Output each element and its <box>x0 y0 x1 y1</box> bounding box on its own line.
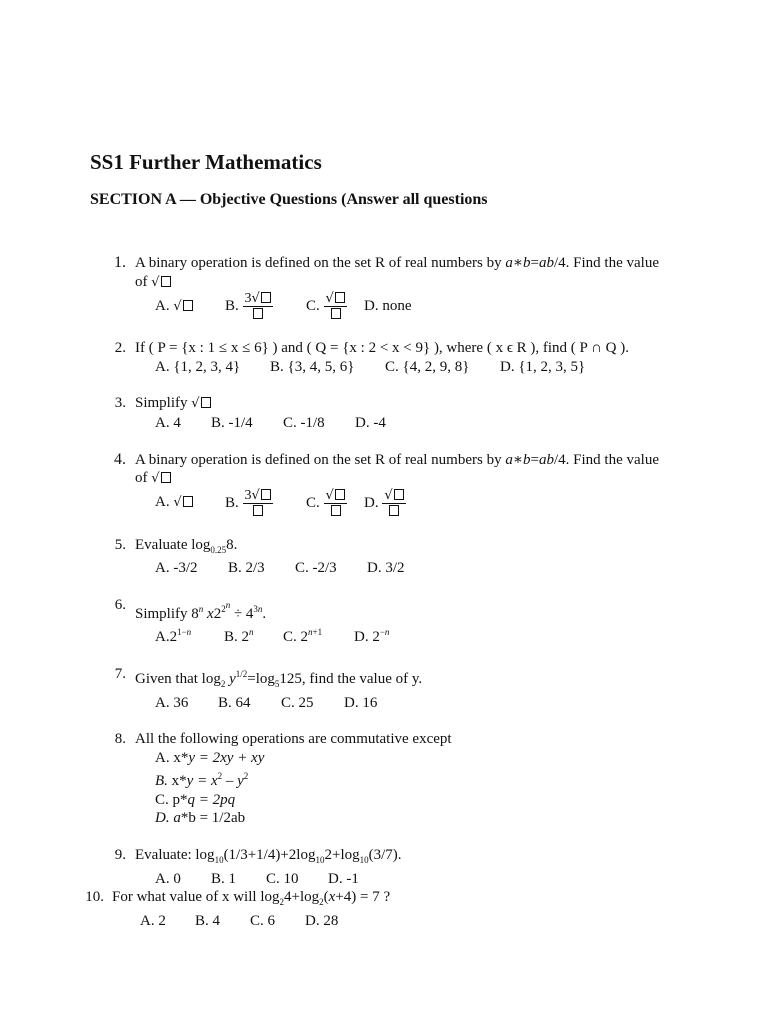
question-number: 5. <box>114 536 126 553</box>
options-row <box>135 869 690 888</box>
placeholder-box-icon <box>161 472 171 483</box>
option-c: C. √ <box>306 489 364 518</box>
question-7 <box>90 665 690 712</box>
question-2 <box>90 339 690 376</box>
placeholder-box-icon <box>394 489 404 500</box>
page-title: SS1 Further Mathematics <box>90 150 322 174</box>
placeholder-box-icon <box>253 308 263 319</box>
option-a: A. √ <box>155 297 225 317</box>
option-b: B. 2/3 <box>228 560 265 577</box>
option-b: B. 3√ <box>225 292 306 321</box>
question-stem: A binary operation is defined on the set R of real numbers by a∗b=ab/4. Find the value <box>135 255 659 271</box>
option-c: C. $2^{n+1}$ <box>283 627 323 646</box>
option-d: D. 16 <box>344 694 378 711</box>
options-row <box>135 358 690 377</box>
question-10 <box>85 888 690 930</box>
placeholder-box-icon <box>253 505 263 516</box>
option-d: D. a*b = 1/2ab <box>155 810 246 827</box>
option-b: B. 2$^n$ <box>224 627 254 646</box>
section-heading: SECTION A — Objective Questions (Answer all questions <box>90 191 488 208</box>
question-stem: If ( P = {x : 1 ≤ x ≤ 6} ) and ( Q = {x : 2 < x < 9} ), where ( x ϵ R ), find ( P ∩ Q ). <box>135 340 629 356</box>
question-stem: Given that $\log_2 y^{1/2}=\log_5125$, find the value of y. <box>135 668 423 689</box>
option-b: B. {3, 4, 5, 6} <box>270 358 355 375</box>
question-number: 7. <box>114 665 126 682</box>
question-number: 6. <box>114 596 126 613</box>
option-a: $A.2^{1-n}$ <box>155 627 192 646</box>
options-row <box>135 559 690 578</box>
question-stem-line2: of √ <box>135 469 690 489</box>
option-b: B. 3√ <box>225 489 306 518</box>
option-a: A. 36 <box>155 694 189 711</box>
option-c: C. √ <box>306 292 364 321</box>
question-stem: Simplify √ <box>135 394 690 414</box>
option-b: B. $x*y = x^2 - y^2$ <box>155 771 249 790</box>
option-a: A. 2 <box>140 912 166 929</box>
option-b: B. 1 <box>211 870 237 887</box>
option-a: A. -3/2 <box>155 560 198 577</box>
option-c: C. p*q = 2pq <box>155 791 236 808</box>
question-3 <box>90 394 690 432</box>
options-row <box>135 912 690 931</box>
option-a: A. √ <box>155 493 225 513</box>
placeholder-box-icon <box>161 276 171 287</box>
option-b: B. -1/4 <box>211 415 253 432</box>
question-5 <box>90 536 690 578</box>
options-list <box>135 749 690 828</box>
option-d: D. none <box>364 298 412 315</box>
options-row <box>135 623 690 647</box>
option-b: B. 64 <box>218 694 251 711</box>
option-c: C. 25 <box>281 694 314 711</box>
question-1 <box>90 254 690 321</box>
question-stem: For what value of x will $\log_24+\log_2(x+4) = 7$ ? <box>112 889 391 908</box>
question-stem: All the following operations are commutative except <box>135 731 452 748</box>
question-stem: Evaluate $\log_{0.25}8$. <box>135 536 238 555</box>
option-d: D. $2^{-n}$ <box>354 627 390 646</box>
placeholder-box-icon <box>335 292 345 303</box>
placeholder-box-icon <box>261 489 271 500</box>
options-row <box>135 292 690 321</box>
question-stem: A binary operation is defined on the set R of real numbers by a∗b=ab/4. Find the value <box>135 451 659 468</box>
question-number: 3. <box>114 395 126 412</box>
option-a: A. 4 <box>155 415 181 432</box>
options-row <box>135 489 690 518</box>
question-4 <box>90 451 690 518</box>
document-page <box>85 150 690 930</box>
option-d: D. 28 <box>305 912 339 929</box>
question-8 <box>90 730 690 828</box>
question-number: 1. <box>114 254 126 271</box>
question-number: 4. <box>114 450 126 468</box>
placeholder-box-icon <box>331 308 341 319</box>
question-6 <box>90 596 690 647</box>
option-a: A. x*y = 2xy + xy <box>155 749 265 766</box>
question-9 <box>90 846 690 888</box>
options-row <box>135 414 690 433</box>
question-number: 10. <box>85 889 104 906</box>
question-stem: Evaluate: $\log_{10}(1/3+1/4)+2\log_{10}2+\log_{10}(3/7)$. <box>135 846 402 865</box>
placeholder-box-icon <box>183 300 193 311</box>
option-c: C. -1/8 <box>283 415 325 432</box>
option-c: C. -2/3 <box>295 560 337 577</box>
math-expression: a <box>505 255 513 271</box>
option-c: C. 10 <box>266 870 299 887</box>
options-row <box>135 693 690 712</box>
question-stem-line2: of √ <box>135 273 690 293</box>
option-b: B. 4 <box>195 912 221 929</box>
placeholder-box-icon <box>389 505 399 516</box>
option-a: A. {1, 2, 3, 4} <box>155 358 241 375</box>
option-d: D. √ <box>364 489 406 518</box>
question-stem: Simplify 8$^n$ $x2^{2^n} \div 4^{3n}$. <box>135 599 267 622</box>
option-c: C. 6 <box>250 912 276 929</box>
placeholder-box-icon <box>335 489 345 500</box>
option-c: C. {4, 2, 9, 8} <box>385 358 470 375</box>
question-number: 2. <box>114 340 126 356</box>
option-a: A. 0 <box>155 870 181 887</box>
option-d: D. 3/2 <box>367 560 405 577</box>
placeholder-box-icon <box>201 397 211 408</box>
option-d: D. -1 <box>328 870 359 887</box>
question-list <box>85 254 690 930</box>
placeholder-box-icon <box>183 496 193 507</box>
placeholder-box-icon <box>331 505 341 516</box>
option-d: D. {1, 2, 3, 5} <box>500 358 586 375</box>
question-number: 9. <box>114 846 126 863</box>
placeholder-box-icon <box>261 292 271 303</box>
option-d: D. -4 <box>355 415 386 432</box>
question-number: 8. <box>114 731 126 748</box>
